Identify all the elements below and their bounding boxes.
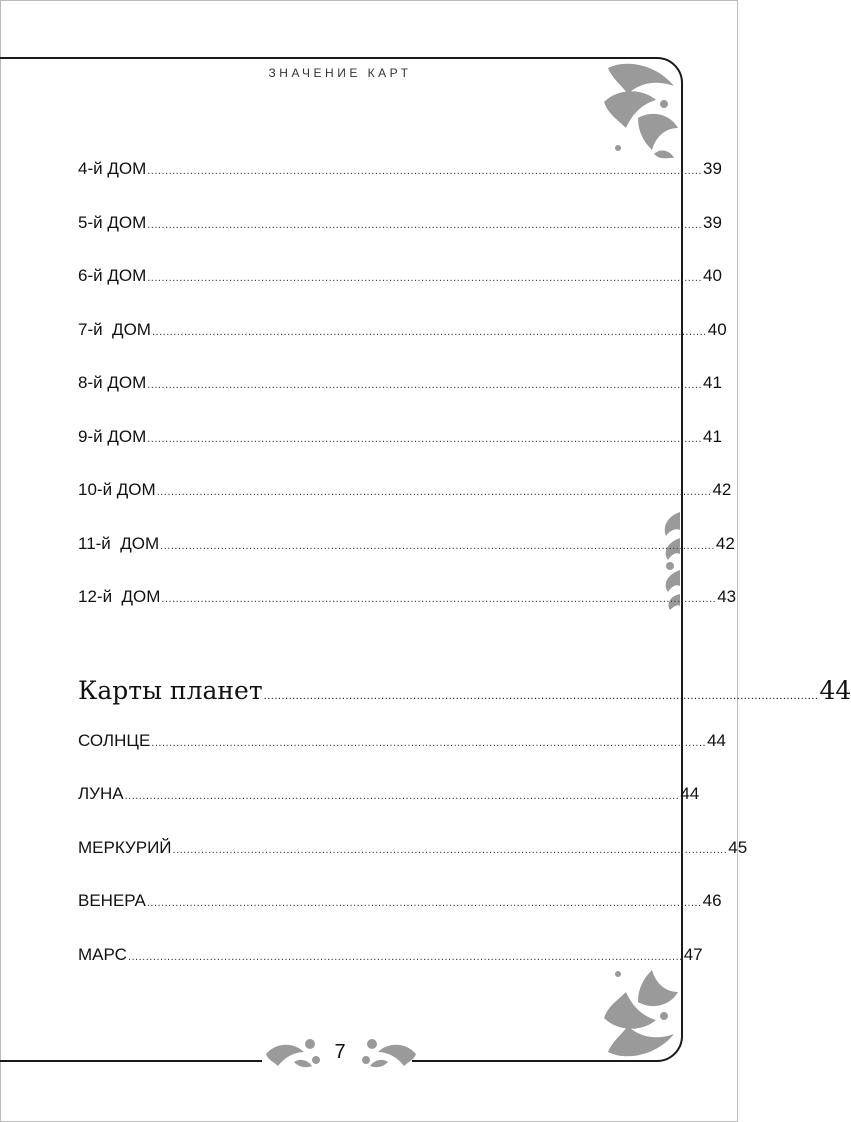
toc-entry[interactable] xyxy=(78,159,722,179)
footer-ornament-right-icon xyxy=(360,1034,418,1070)
leader-dots: ............................................................................................................................................................ xyxy=(161,593,717,605)
toc-entry-page: 43 xyxy=(717,587,737,606)
toc-entry[interactable] xyxy=(78,266,722,286)
toc-entry-page: 42 xyxy=(712,480,732,499)
toc-entry-label: 9-й ДОМ xyxy=(78,427,147,446)
toc-entry-label: 11-й ДОМ xyxy=(78,534,160,553)
toc-entry-page: 41 xyxy=(703,427,722,446)
leader-dots: ............................................................................................................................................................ xyxy=(172,844,728,856)
toc-entry-label: 7-й ДОМ xyxy=(78,320,151,339)
section-heading-label: Карты планет xyxy=(78,676,263,705)
toc-entry-page: 40 xyxy=(707,320,727,339)
toc-entry-label: СОЛНЦЕ xyxy=(78,731,151,750)
toc-entry-label: 8-й ДОМ xyxy=(78,373,147,392)
toc-entry[interactable] xyxy=(78,427,722,447)
section-heading-page: 44 xyxy=(819,676,851,705)
leader-dots: ............................................................................................................................................................ xyxy=(151,737,707,749)
footer-ornament-left-icon xyxy=(264,1034,322,1070)
toc-entry-page: 44 xyxy=(707,731,726,750)
corner-ornament-bottom-icon xyxy=(598,962,680,1062)
leader-dots: ............................................................................................................................................................ xyxy=(147,165,702,177)
toc-entry-page: 39 xyxy=(703,159,722,178)
leader-dots: ............................................................................................................................................................ xyxy=(147,379,702,391)
toc-entry[interactable] xyxy=(78,891,722,911)
toc-entry-label: 4-й ДОМ xyxy=(78,159,147,178)
toc-entry-label: 6-й ДОМ xyxy=(78,266,147,285)
toc-entry-page: 39 xyxy=(703,213,722,232)
toc-entry-page: 44 xyxy=(680,784,700,803)
leader-dots: ............................................................................................................................................................ xyxy=(147,433,702,445)
toc-entry-page: 47 xyxy=(683,945,703,964)
toc-entry-label: МЕРКУРИЙ xyxy=(78,838,172,857)
toc-entry-page: 45 xyxy=(728,838,748,857)
leader-dots: ............................................................................................................................................................ xyxy=(147,272,702,284)
toc-entry[interactable] xyxy=(78,587,737,607)
toc-entry-page: 42 xyxy=(715,534,735,553)
page-frame xyxy=(0,57,683,1062)
toc-entry-label: ВЕНЕРА xyxy=(78,891,146,910)
leader-dots: ............................................................................................................................................................ xyxy=(127,951,683,963)
toc-entry[interactable] xyxy=(78,480,732,500)
toc-entry[interactable] xyxy=(78,731,726,751)
leader-dots: ............................................................................................................................................................ xyxy=(151,326,707,338)
toc-entry-label: МАРС xyxy=(78,945,127,964)
toc-entry-page: 46 xyxy=(702,891,722,910)
leader-dots: ............................................................................................................................................................ xyxy=(156,486,712,498)
toc-entry[interactable] xyxy=(78,213,722,233)
running-header: ЗНАЧЕНИЕ КАРТ xyxy=(268,66,412,80)
toc-entry-label: ЛУНА xyxy=(78,784,124,803)
leader-dots: ............................................................................................................................................................ xyxy=(124,790,680,802)
toc-entry-label: 12-й ДОМ xyxy=(78,587,161,606)
corner-ornament-top-icon xyxy=(598,58,680,162)
toc-entry[interactable] xyxy=(78,534,735,554)
leader-dots: ............................................................................................................................................................ xyxy=(160,540,715,552)
toc-entry-label: 10-й ДОМ xyxy=(78,480,156,499)
toc-section-heading[interactable] xyxy=(78,676,851,705)
leader-dots: ............................................................................................................................................................ xyxy=(263,690,819,702)
toc-entry[interactable] xyxy=(78,373,722,393)
toc-entry[interactable] xyxy=(78,945,703,965)
toc-entry-label: 5-й ДОМ xyxy=(78,213,147,232)
leader-dots: ............................................................................................................................................................ xyxy=(147,219,702,231)
page-number: 7 xyxy=(334,1041,346,1063)
toc-entry-page: 40 xyxy=(703,266,722,285)
toc-entry[interactable] xyxy=(78,784,700,804)
toc-entry[interactable] xyxy=(78,838,748,858)
toc-entry-page: 41 xyxy=(703,373,722,392)
toc-entry[interactable] xyxy=(78,320,727,340)
leader-dots: ............................................................................................................................................................ xyxy=(146,897,702,909)
